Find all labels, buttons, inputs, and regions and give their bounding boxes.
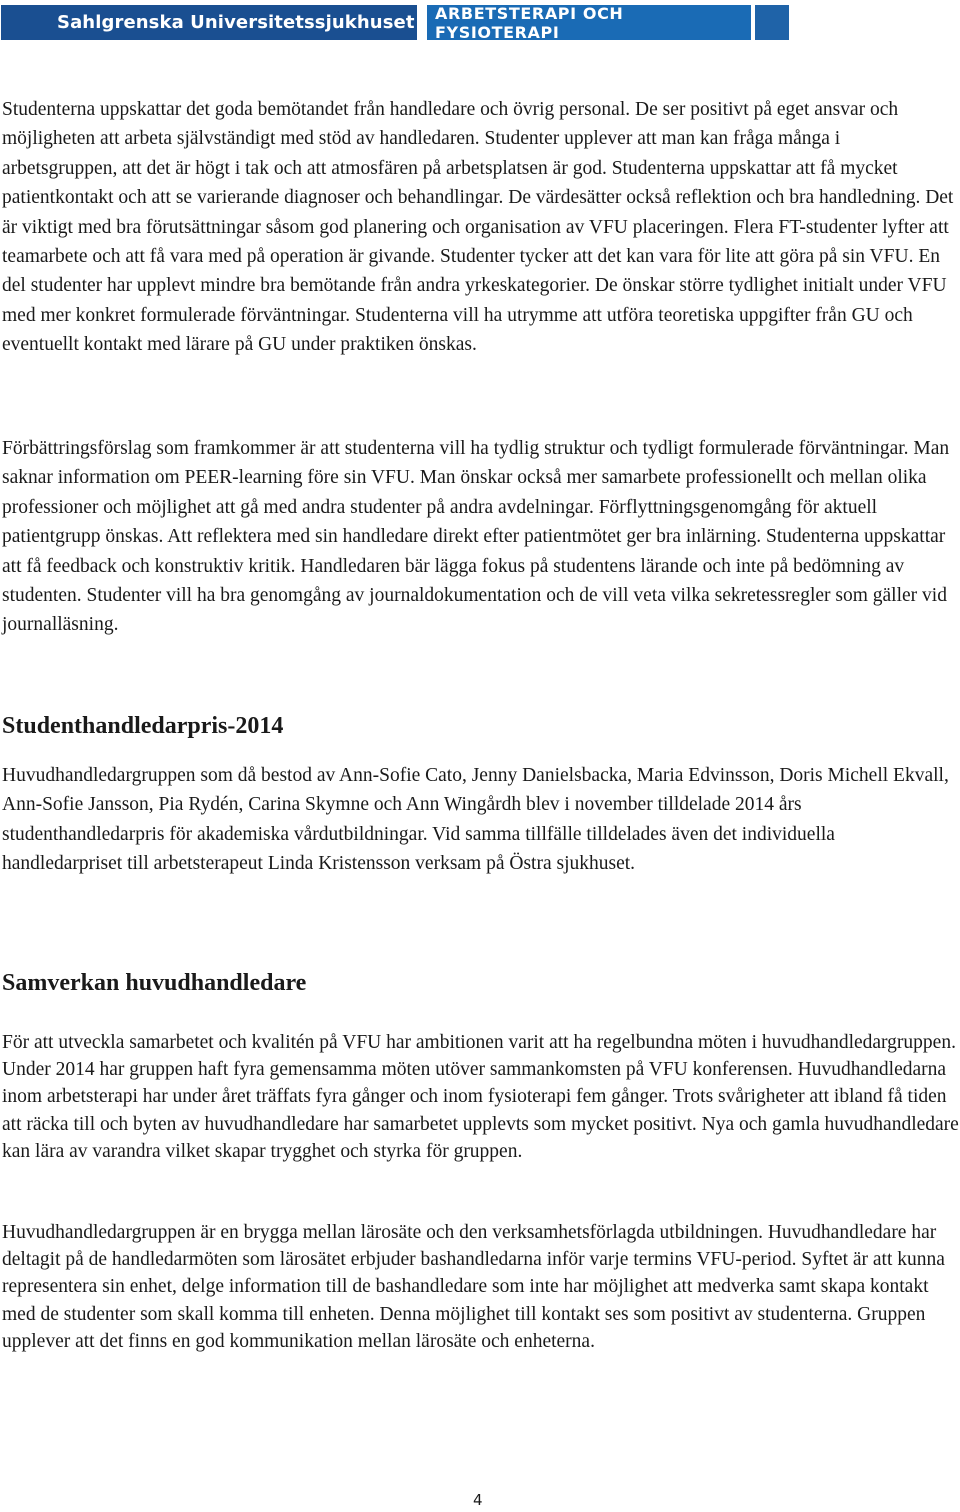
banner-divider bbox=[417, 5, 427, 40]
paragraph-collaboration-bridge: Huvudhandledargruppen är en brygga mellan lärosäte och den verksamhetsförlagda utbildningen. Huvudhandledare har deltagit på de handledarmöten som lärosätet erbjuder bashandledarna inför varje termins VFU-period. Syftet är att kunna representera sin enhet, delge information till de bashandledare som inte har möjlighet att medverka samt skapa kontakt med de studenter som skall komma till enheten. Denna möjlighet till kontakt ses som positivt av studenterna. Gruppen upplever att det finns en god kommunikation mellan lärosäte och enheterna. bbox=[2, 1222, 945, 1352]
hospital-name: Sahlgrenska Universitetssjukhuset bbox=[1, 5, 417, 40]
header-banner bbox=[1, 5, 789, 40]
paragraph-student-appreciation: Studenterna uppskattar det goda bemötandet från handledare och övrig personal. De ser positivt på eget ansvar och möjligheten att arbeta självständigt med stöd av handledaren. Studenter upplever att man kan fråga många i arbetsgruppen, att det är högt i tak och att atmosfären på arbetsplatsen är god. Studenterna uppskattar att få mycket patientkontakt och att se varierande diagnoser och behandlingar. De värdesätter också reflektion och bra handledning. Det är viktigt med bra förutsättningar såsom god planering och organisation av VFU placeringen. Flera FT-studenter lyfter att teamarbete och att få vara med på operation är givande. Studenter tycker att det kan vara för lite att göra på sin VFU. En del studenter har upplevt mindre bra bemötande från andra yrkeskategorier. De önskar större tydlighet initialt under VFU med mer konkret formulerade förväntningar. Studenterna vill ha utrymme att utföra teoretiska uppgifter från GU och eventuellt kontakt med lärare på GU under praktiken önskas. bbox=[2, 99, 954, 356]
section-heading-award: Studenthandledarpris-2014 bbox=[2, 713, 284, 739]
banner-square bbox=[755, 5, 789, 40]
paragraph-improvement-suggestions: Förbättringsförslag som framkommer är att studenterna vill ha tydlig struktur och tydligt formulerade förväntningar. Man saknar information om PEER-learning före sin VFU. Man önskar också mer samarbete professionellt och mellan olika professioner och möjlighet att gå med andra studenter på andra avdelningar. Förflyttningsgenomgång för aktuell patientgrupp önskas. Att reflektera med sin handledare direkt efter patientmötet ger bra inlärning. Studenterna uppskattar att få feedback och konstruktiv kritik. Handledaren bär lägga fokus på studentens lärande och inte på bedömning av studenten. Studenter vill ha bra genomgång av journaldokumentation och de vill veta vilka sekretessregler som gäller vid journalläsning. bbox=[2, 438, 950, 636]
department-name: ARBETSTERAPI OCH FYSIOTERAPI bbox=[427, 5, 751, 40]
paragraph-collaboration-meetings: För att utveckla samarbetet och kvalitén på VFU har ambitionen varit att ha regelbundna möten i huvudhandledargruppen. Under 2014 har gruppen haft fyra gemensamma möten utöver sammankomsten på VFU konferensen. Huvudhandledarna inom arbetsterapi har under året träffats fyra gånger och inom fysioterapi fem gånger. Trots svårigheter att ibland få tiden att räcka till och byten av huvudhandledare har samarbetet upplevts som mycket positivt. Nya och gamla huvudhandledare kan lära av varandra vilket skapar trygghet och styrka för gruppen. bbox=[2, 1032, 959, 1162]
section-heading-collaboration: Samverkan huvudhandledare bbox=[2, 970, 307, 996]
paragraph-award: Huvudhandledargruppen som då bestod av Ann-Sofie Cato, Jenny Danielsbacka, Maria Edvinsson, Doris Michell Ekvall, Ann-Sofie Jansson, Pia Rydén, Carina Skymne och Ann Wingårdh blev i november tilldelade 2014 års studenthandledarpris för akademiska vårdutbildningar. Vid samma tillfälle tilldelades även det individuella handledarpriset till arbetsterapeut Linda Kristensson verksam på Östra sjukhuset. bbox=[2, 765, 949, 875]
page-number: 4 bbox=[473, 1491, 483, 1509]
